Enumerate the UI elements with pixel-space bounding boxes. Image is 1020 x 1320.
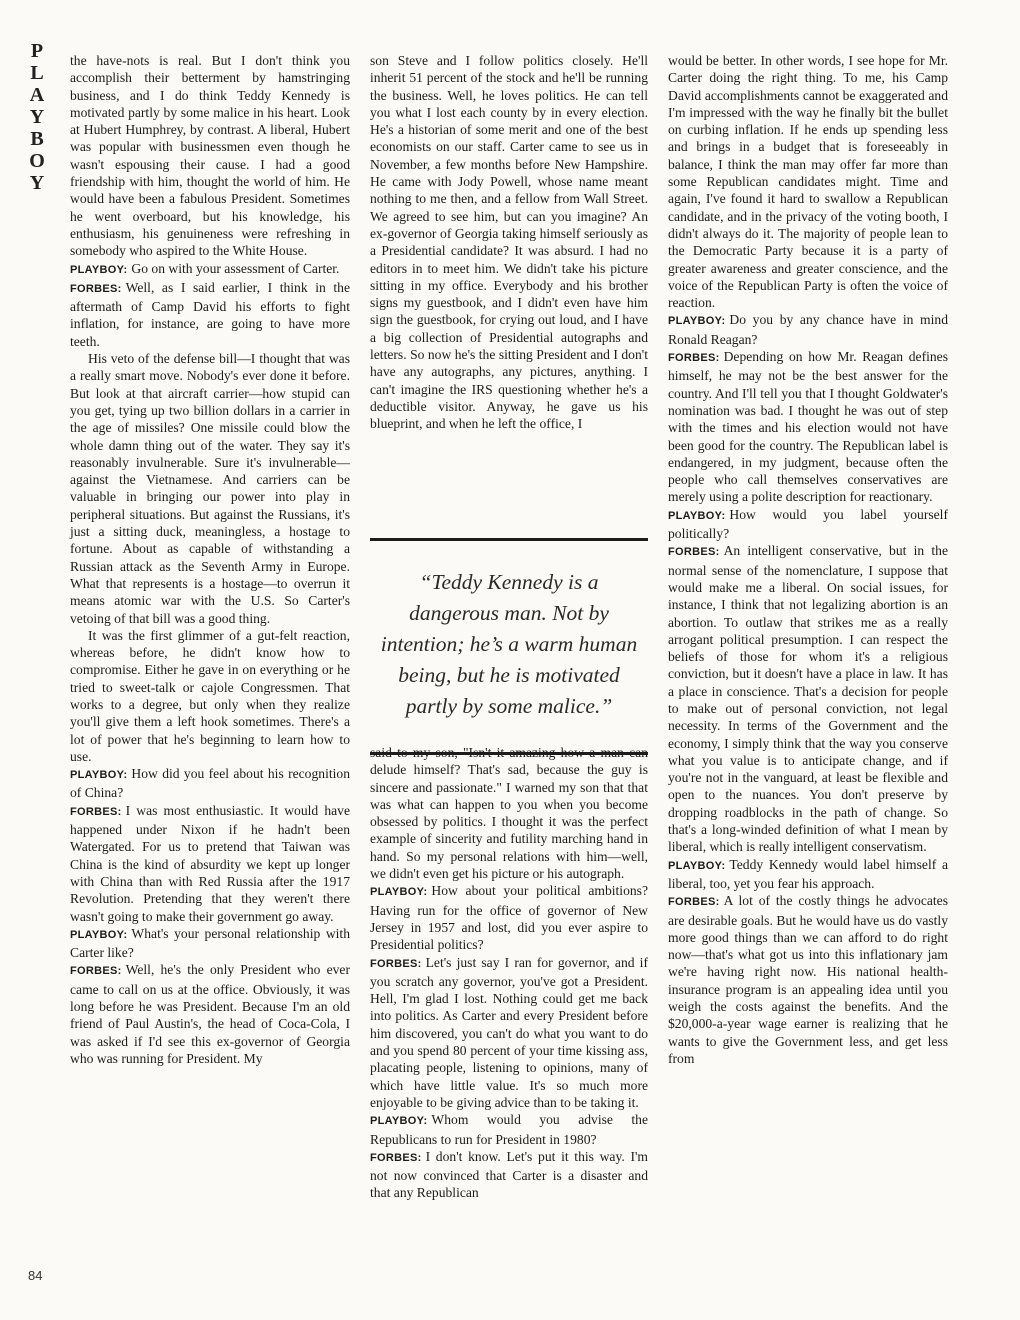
paragraph-text: Teddy Kennedy would label himself a liberal, too, yet you fear his approach. [668, 856, 948, 891]
speaker-label: FORBES: [70, 805, 122, 818]
paragraph-text: son Steve and I follow politics closely. He'll inherit 51 percent of the stock and he'll be running the business. Well, he loves politics. He can tell you what I lost each county by in every election. He's a historian of some merit and one of the best economists on our staff. Carter came to see us in November, a few months before New Hampshire. He came with Jody Powell, whose name meant nothing to me then, and a fellow from Wall Street. We agreed to see him, but can you imagine? An ex-governor of Georgia taking himself seriously as a Presidential candidate? It was absurd. I had no editors in to meet him. We didn't take his picture sitting in my office. Everybody and his brother signs my guestbook, and I didn't even have him sign the guestbook, for crying out loud, and I have a big collection of Presidential autographs and letters. So now he's the sitting President and I don't have any autographs, any pictures, anything. I can't imagine the IRS questioning whether he's a deductible visitor. Anyway, he gave us his blueprint, and when he left the office, I [370, 53, 648, 432]
speaker-label: FORBES: [370, 1151, 422, 1164]
paragraph-text: I was most enthusiastic. It would have happened under Nixon if he hadn't been Watergated. For us to pretend that Taiwan was China is the kind of absurdity we kept up longer with China than with Red Russia after the 1917 Revolution. Pretending that they weren't there wasn't going to make their government go away. [70, 802, 350, 924]
paragraph [70, 627, 350, 765]
paragraph [668, 348, 948, 506]
paragraph [668, 52, 948, 311]
paragraph-text: Depending on how Mr. Reagan defines himself, he may not be the best answer for the country. And I'll tell you that I thought Goldwater's nomination was bad. I thought he was out of step with the times and his election would not have been good for the country. The Republican label is endangered, in my judgment, because often the people who call themselves conservatives are merely using a polite description for reactionary. [668, 349, 948, 505]
masthead-letter: Y [29, 172, 45, 194]
text-column-2-bottom [370, 744, 648, 1202]
speaker-label: FORBES: [668, 546, 720, 559]
text-column-1 [70, 52, 350, 1067]
paragraph [668, 311, 948, 348]
paragraph [70, 765, 350, 802]
magazine-masthead [22, 40, 52, 194]
paragraph [70, 802, 350, 925]
paragraph-text: Do you by any chance have in mind Ronald Reagan? [668, 312, 948, 347]
speaker-label: FORBES: [70, 282, 122, 295]
paragraph [70, 961, 350, 1067]
paragraph-text: How would you label yourself politically? [668, 506, 948, 542]
paragraph-text: What's your personal relationship with Carter like? [70, 925, 350, 961]
paragraph-text: said to my son, "Isn't it amazing how a man can delude himself? That's sad, because the guy is sincere and passionate." I warned my son that that was what can happen to you when you become obsessed by politics. I thought it was the perfect example of sincerity and futility marching hand in hand. So my personal relations with him—well, we didn't even get his picture or his autograph. [370, 745, 648, 882]
masthead-letter: B [30, 128, 44, 150]
paragraph-text: How about your political ambitions? Having run for the office of governor of New Jersey in 1957 and lost, did you ever aspire to Presidential politics? [370, 883, 648, 953]
speaker-label: FORBES: [70, 965, 122, 978]
text-column-3 [668, 52, 948, 1067]
paragraph [70, 52, 350, 260]
paragraph [668, 506, 948, 543]
paragraph-text: I don't know. Let's put it this way. I'm not now convinced that Carter is a disaster and that any Republican [370, 1148, 648, 1201]
masthead-letter: L [30, 62, 44, 84]
speaker-label: PLAYBOY: [370, 1115, 428, 1128]
paragraph-text: It was the first glimmer of a gut-felt reaction, whereas before, he didn't know how to compromise. Either he gave in on everything or he tried to sweet-talk or cajole Congressmen. That works to a degree, but only when they realize you'll give them a left hook sometimes. There's a lot of power that he's beginning to learn how to use. [70, 627, 350, 764]
paragraph-text: would be better. In other words, I see hope for Mr. Carter doing the right thing. To me, his Camp David accomplishments cannot be exaggerated and I'm impressed with the way he finally bit the bullet on curbing inflation. If he ends up spending less and brings in a budget that is foreseeably in balance, I think the man may offer far more than some Republican candidates might. Time and again, I've found it hard to swallow a Republican candidate, and in the privacy of the voting booth, I didn't always do it. The majority of people lean to the Democratic Party because it is a party of greater awareness and greater conscience, and the voice of the Republican Party is often the voice of reaction. [668, 53, 948, 311]
speaker-label: PLAYBOY: [70, 263, 128, 276]
paragraph [668, 856, 948, 893]
paragraph-text: An intelligent conservative, but in the normal sense of the nomenclature, I suppose that would make me a liberal. On social issues, for instance, I think that not legalizing abortion is an abortion. To outlaw that strikes me as a really arrogant political presumption. I can respect the beliefs of those for whom it's a religious conviction, but it doesn't have a place in law. It has a place in conscience. That's a decision for people to make out of personal conviction, not legal necessity. In terms of the Government and the economy, I simply think that the way you conserve what you value is to anticipate change, and if you're not in the vanguard, at least be flexible and open to the nuances. You don't preserve by dropping roadblocks in the path of change. So that's a long-winded definition of what I mean by liberal, which is really intelligent conservatism. [668, 543, 948, 855]
paragraph-text: Well, as I said earlier, I think in the aftermath of Camp David his efforts to fight inflation, for instance, are going to have more teeth. [70, 279, 350, 349]
paragraph-text: A lot of the costly things he advocates are desirable goals. But he would have us do vastly more good things than we can afford to do right now—that's what got us into this inflationary jam we're having right now. His national health-insurance program is an appealing idea until you weigh the costs against the benefits. And the $20,000-a-year wage earner is realizing that he wants to give the Government less, and get less from [668, 893, 948, 1066]
masthead-letter: P [30, 40, 44, 62]
masthead-letter: Y [29, 106, 45, 128]
masthead-letter: A [29, 84, 45, 106]
paragraph [70, 350, 350, 627]
paragraph [70, 260, 350, 279]
paragraph-text: the have-nots is real. But I don't think you accomplish their betterment by hamstringing business, and I do think Teddy Kennedy is motivated partly by some malice in his heart. Look at Hubert Humphrey, by contrast. A liberal, Hubert was popular with businessmen even though he wasn't espousing their cause. I had a good friendship with him, thought the world of him. He would have been a fabulous President. Sometimes he went overboard, but his knowledge, his enthusiasm, his genuineness were refreshing in somebody who aspired to the White House. [70, 53, 350, 259]
pull-quote: “Teddy Kennedy is a dangerous man. Not by intention; he’s a warm human being, but he is motivated partly by some malice.” [370, 538, 648, 755]
page-number: 84 [28, 1268, 43, 1283]
speaker-label: PLAYBOY: [668, 859, 726, 872]
speaker-label: FORBES: [370, 957, 422, 970]
paragraph-text: Whom would you advise the Republicans to run for President in 1980? [370, 1112, 648, 1147]
paragraph [370, 744, 648, 882]
paragraph-text: Well, he's the only President who ever came to call on us at the office. Obviously, it was long before he was President. Because I'm an old friend of Paul Austin's, the head of Coca-Cola, I was asked if I'd see this ex-governor of Georgia who was running for President. My [70, 962, 350, 1066]
speaker-label: PLAYBOY: [70, 928, 128, 941]
paragraph [370, 1148, 648, 1202]
paragraph [370, 52, 648, 433]
paragraph [70, 925, 350, 962]
paragraph-text: Go on with your assessment of Carter. [131, 260, 340, 276]
paragraph [70, 279, 350, 350]
paragraph-text: Let's just say I ran for governor, and if you scratch any governor, you've got a President. Hell, I'm glad I lost. Nothing could get me back into politics. As Carter and every President before him discovered, you can't do what you want to do and you spend 80 percent of your time kissing ass, placating people, listening to opinions, many of which have little value. It's so much more enjoyable to be giving advice than to be taking it. [370, 954, 648, 1110]
speaker-label: PLAYBOY: [70, 769, 128, 782]
paragraph [370, 954, 648, 1112]
masthead-letter: O [29, 150, 45, 172]
speaker-label: FORBES: [668, 896, 720, 909]
speaker-label: PLAYBOY: [668, 315, 726, 328]
paragraph [668, 892, 948, 1067]
speaker-label: PLAYBOY: [668, 509, 726, 522]
paragraph [370, 1111, 648, 1148]
paragraph [370, 882, 648, 953]
paragraph [668, 542, 948, 855]
speaker-label: PLAYBOY: [370, 886, 428, 899]
paragraph-text: His veto of the defense bill—I thought that was a really smart move. Nobody's ever done it before. But look at that aircraft carrier—how stupid can you get, tying up two billion dollars in a carrier in the age of missiles? One missile could blow the whole damn thing out of the water. They say it's reasonably invulnerable. Sure it's invulnerable—against the Vietnamese. And carriers can be valuable in bringing our power into play in peripheral situations. But against the Russians, it's just a sitting duck, meaningless, a hostage to fortune. About as capable of withstanding a Russian attack as the Seventh Army in Europe. What that represents is a hostage—to overrun it means atomic war with the U.S. So Carter's vetoing of that bill was a good thing. [70, 351, 350, 626]
paragraph-text: How did you feel about his recognition of China? [70, 766, 350, 801]
text-column-2-top [370, 52, 648, 433]
speaker-label: FORBES: [668, 352, 720, 365]
